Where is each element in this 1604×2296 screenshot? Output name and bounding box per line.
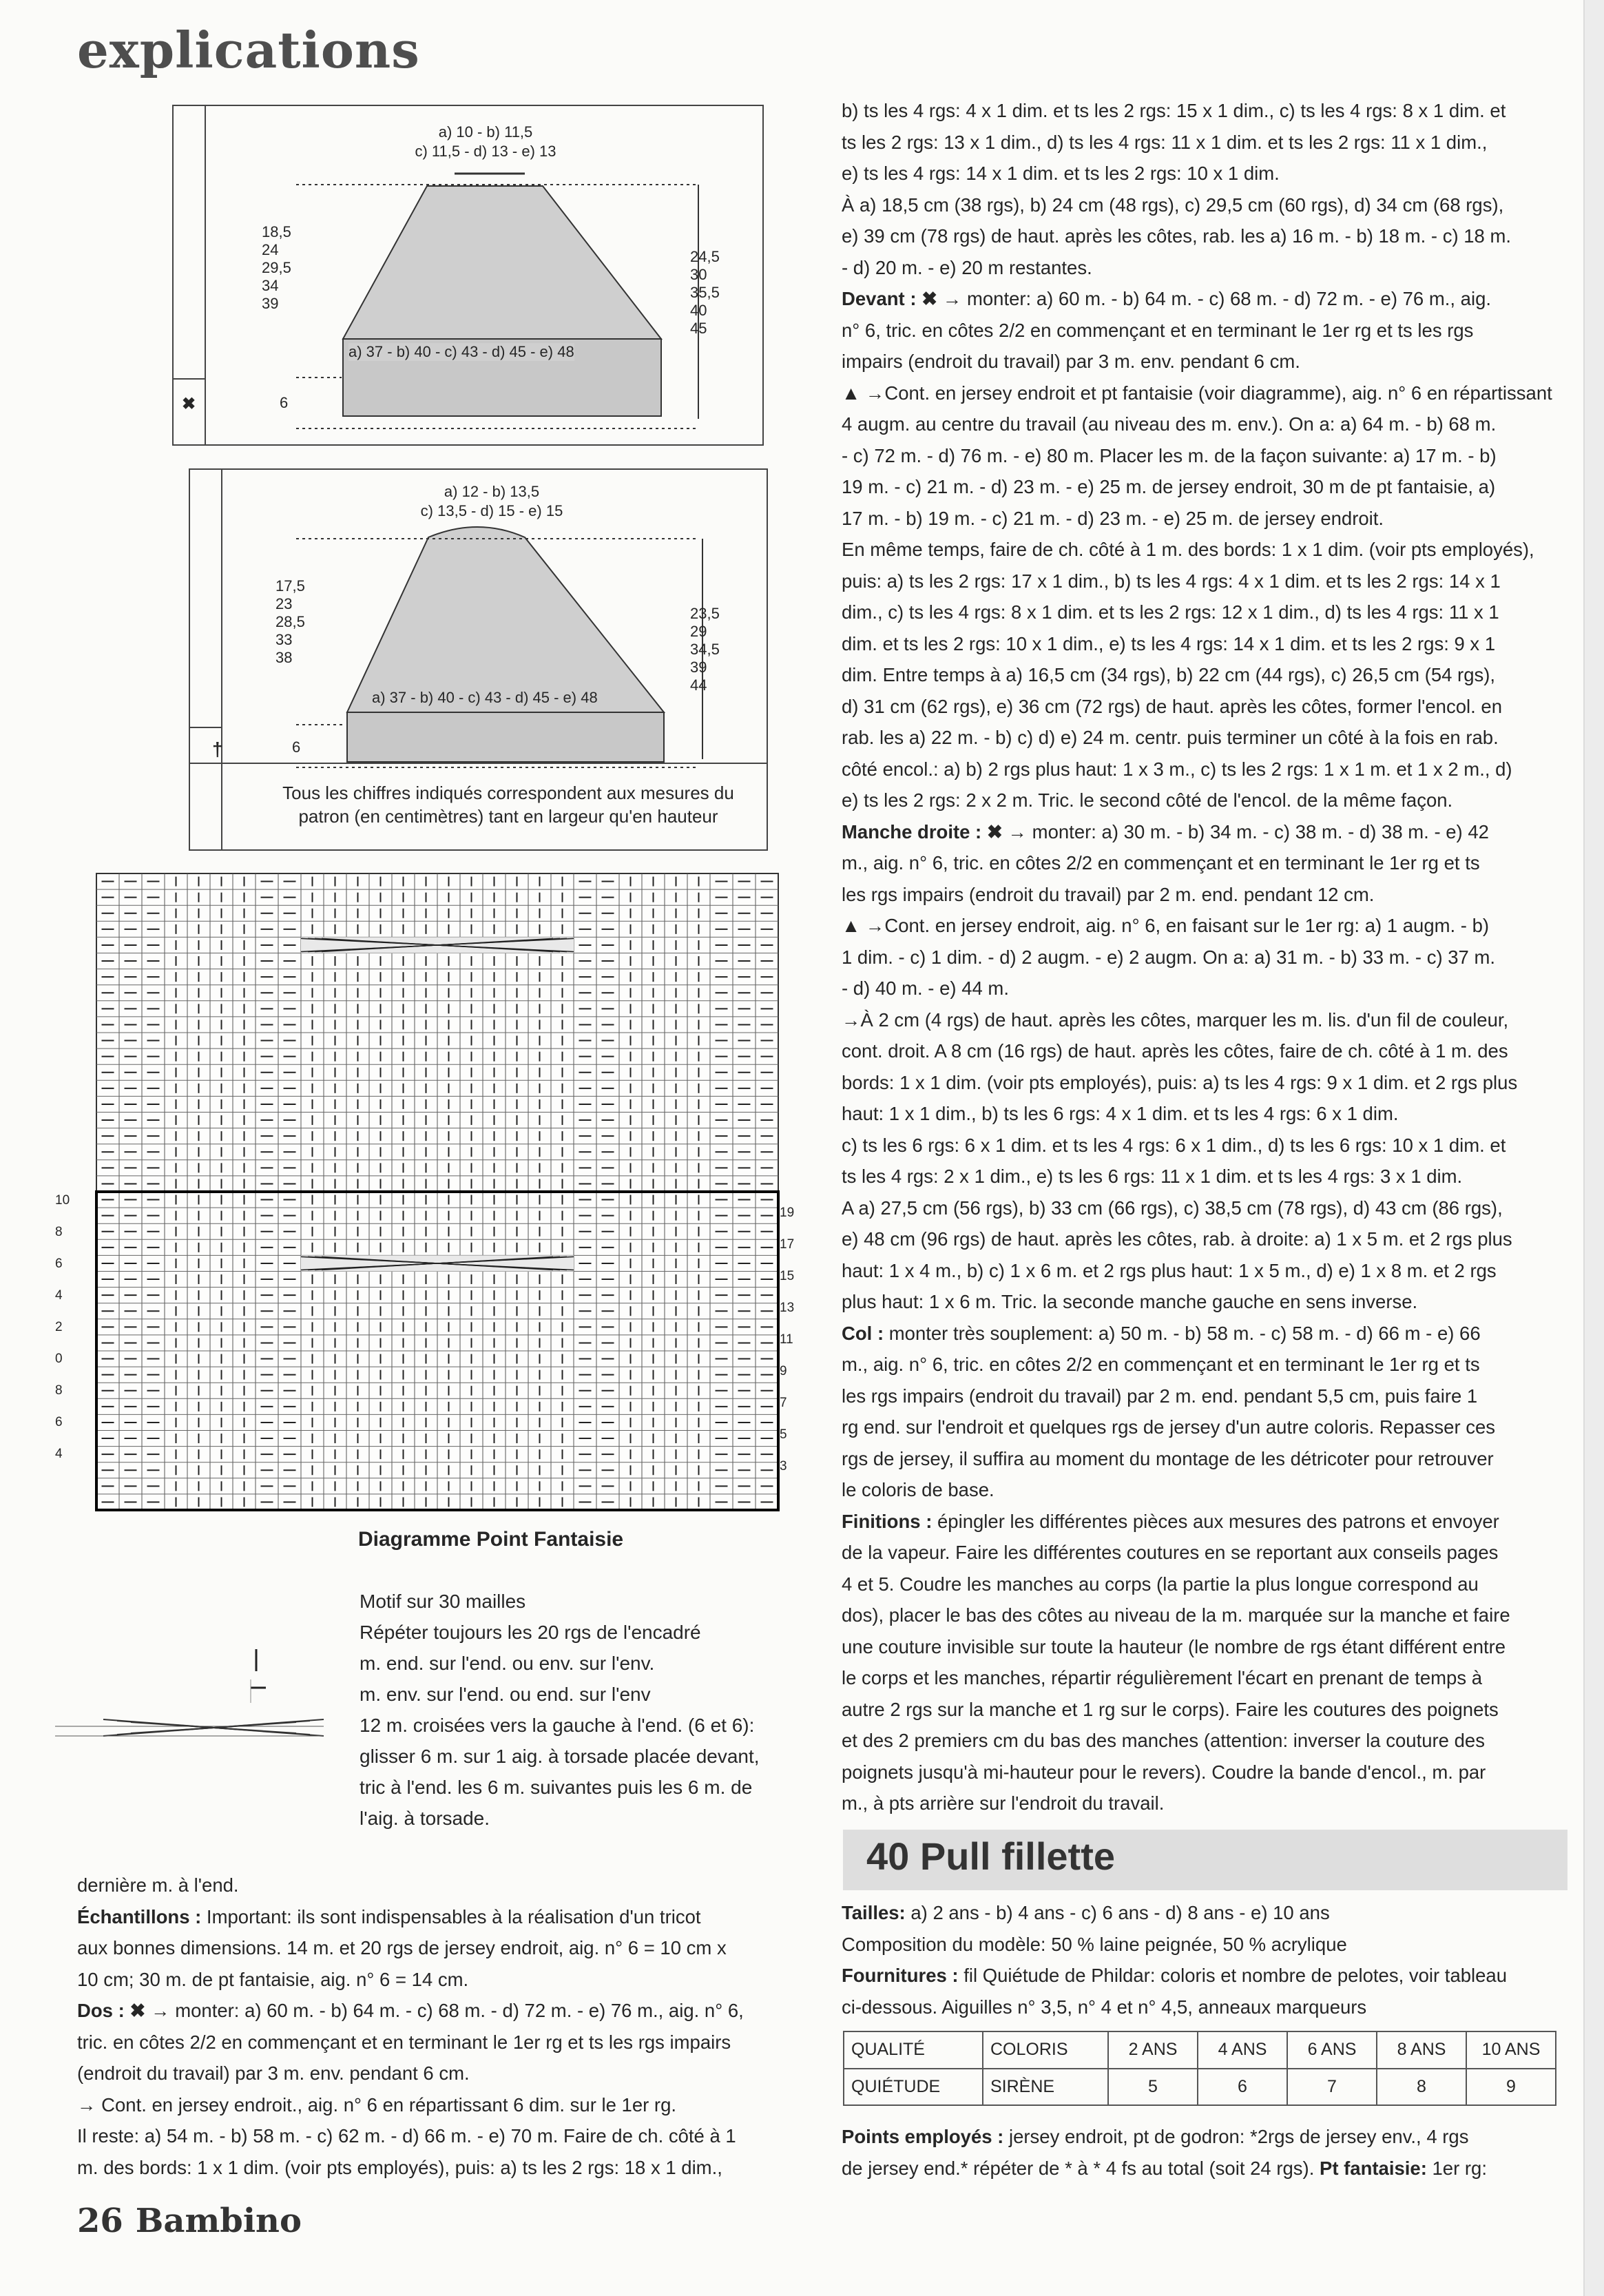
row-number: 17 (780, 1237, 795, 1252)
text-line (842, 1192, 1569, 1224)
table-cell: 6 ANS (1287, 2031, 1377, 2069)
row-number: 13 (780, 1301, 795, 1315)
table-cell: 10 ANS (1466, 2031, 1556, 2069)
line-text: e) 39 cm (78 rgs) de haut. après les côtes, rab. les a) 16 m. - b) 18 m. - c) 18 m. (842, 225, 1512, 247)
line-text: monter: a) 30 m. - b) 34 m. - c) 38 m. - d) 38 m. - e) 42 (1027, 820, 1489, 842)
text-line (842, 1067, 1569, 1099)
height-value: 45 (690, 320, 707, 337)
text-line (842, 1725, 1569, 1757)
line-text: côté encol.: a) b) 2 rgs plus haut: 1 x 3 m., c) ts les 2 rgs: 1 x 1 m. et 1 x 2 m., d) (842, 758, 1512, 780)
table-cell: 4 ANS (1198, 2031, 1287, 2069)
row-number: 0 (55, 1352, 63, 1366)
line-text: n° 6, tric. en côtes 2/2 en commençant et en terminant le 1er rg et ts les rgs (842, 319, 1474, 341)
table-cell: 8 (1377, 2069, 1466, 2106)
line-text: m. des bords: 1 x 1 dim. (voir pts employés), puis: a) ts les 2 rgs: 18 x 1 dim., (77, 2156, 722, 2178)
page-edge-strip (1583, 0, 1604, 2296)
chart-right-numbers (780, 1197, 794, 1482)
text-line (842, 127, 1569, 158)
line-text: épingler les différentes pièces aux mesures des patrons et envoyer (932, 1510, 1499, 1532)
line-text: poignets jusqu'à mi-hauteur pour le revers). Coudre la bande d'encol., m. par (842, 1761, 1486, 1783)
line-text: autre 2 rgs sur la manche et 1 rg sur le corps). Faire les coutures des poignets (842, 1698, 1499, 1720)
line-text: puis: a) ts les 2 rgs: 17 x 1 dim., b) ts les 4 rgs: 4 x 1 dim. et ts les 2 rgs: 14 x 1 (842, 570, 1501, 592)
table-cell: 2 ANS (1108, 2031, 1198, 2069)
text-line (842, 691, 1569, 723)
height-value: 18,5 (262, 223, 291, 240)
right-column-text (842, 95, 1569, 1819)
schema-front-top-label-line2: c) 13,5 - d) 15 - e) 15 (420, 502, 563, 519)
line-text: e) 48 cm (96 rgs) de haut. après les côtes, rab. à droite: a) 1 x 5 m. et 2 rgs plus (842, 1228, 1512, 1250)
text-line (77, 1901, 807, 1933)
page-footer (77, 2202, 302, 2240)
line-text: e) ts les 4 rgs: 14 x 1 dim. et ts les 2 rgs: 10 x 1 dim. (842, 163, 1280, 184)
chart-left-numbers (55, 1185, 70, 1470)
line-text: 4 augm. au centre du travail (au niveau des m. env.). On a: a) 64 m. - b) 68 m. (842, 413, 1497, 435)
points-fantaisie-label: Pt fantaisie: (1320, 2157, 1427, 2179)
height-value: 28,5 (275, 613, 305, 630)
height-value: 24 (262, 241, 279, 258)
line-text: e) ts les 2 rgs: 2 x 2 m. Tric. le second côté de l'encol. de la même façon. (842, 789, 1453, 811)
line-text: monter très souplement: a) 50 m. - b) 58 m. - c) 58 m. - d) 66 m - e) 66 (884, 1322, 1481, 1344)
line-text: b) ts les 4 rgs: 4 x 1 dim. et ts les 2 rgs: 15 x 1 dim., c) ts les 4 rgs: 8 x 1 dim. et (842, 100, 1506, 121)
line-text: ts les 2 rgs: 13 x 1 dim., d) ts les 4 rgs: 11 x 1 dim. et ts les 2 rgs: 11 x 1 dim., (842, 131, 1488, 153)
schema-back (172, 105, 764, 446)
text-line (842, 1161, 1569, 1192)
height-value: 39 (262, 295, 279, 312)
line-text: rab. les a) 22 m. - b) c) d) e) 24 m. centr. puis terminer un côté à la fois en rab. (842, 727, 1499, 748)
text-line (842, 566, 1569, 597)
cross-mark-icon: ✖ (182, 395, 196, 413)
line-text: → Cont. en jersey endroit., aig. n° 6 en répartissant 6 dim. sur le 1er rg. (77, 2093, 677, 2116)
text-line (77, 2089, 807, 2121)
height-value: 35,5 (690, 284, 720, 301)
bold-lead: Col : (842, 1322, 884, 1344)
line-text: Important: ils sont indispensables à la réalisation d'un tricot (201, 1905, 701, 1927)
line-text: une couture invisible sur toute la hauteur (le nombre de rgs étant différent entre (842, 1635, 1506, 1657)
line-text: 4 et 5. Coudre les manches au corps (la partie la plus longue correspond au (842, 1573, 1479, 1595)
table-cell: 8 ANS (1377, 2031, 1466, 2069)
line-text: - d) 20 m. - e) 20 m restantes. (842, 256, 1092, 278)
height-value: 23,5 (690, 605, 720, 622)
schema-front (189, 468, 769, 851)
line-text: haut: 1 x 4 m., b) c) 1 x 6 m. et 2 rgs plus haut: 1 x 5 m., d) e) 1 x 8 m. et 2 rgs (842, 1259, 1497, 1281)
text-line (842, 378, 1569, 409)
text-line (842, 189, 1569, 221)
magazine-name: Bambino (135, 2202, 302, 2240)
text-line (842, 1411, 1569, 1443)
text-line (77, 1964, 807, 1996)
text-line (77, 2120, 807, 2152)
schema-front-left-heights (275, 577, 305, 667)
sizes-line (842, 1897, 1569, 1929)
row-number: 4 (55, 1288, 63, 1303)
line-text: 19 m. - c) 21 m. - d) 23 m. - e) 25 m. de jersey endroit, 30 m de pt fantaisie, a) (842, 476, 1496, 497)
schema-front-base-label: a) 37 - b) 40 - c) 43 - d) 45 - e) 48 (372, 689, 598, 706)
height-value: 40 (690, 302, 707, 319)
knitting-chart-grid (55, 869, 799, 1517)
points-line (842, 2121, 1569, 2153)
row-number: 3 (780, 1459, 787, 1473)
line-text: dim. Entre temps à a) 16,5 cm (34 rgs), b) 22 cm (44 rgs), c) 26,5 cm (54 rgs), (842, 664, 1496, 685)
line-text: le coloris de base. (842, 1479, 994, 1500)
text-line (842, 158, 1569, 189)
table-cell: QUALITÉ (844, 2031, 983, 2069)
height-value: 38 (275, 649, 293, 666)
line-text: - d) 40 m. - e) 44 m. (842, 978, 1009, 999)
row-number: 9 (780, 1364, 787, 1378)
text-line (842, 1474, 1569, 1506)
text-line (77, 2152, 807, 2184)
text-line (842, 1662, 1569, 1694)
text-line (842, 816, 1569, 848)
row-number: 5 (780, 1427, 787, 1442)
text-line (77, 1932, 807, 1964)
height-value: 44 (690, 676, 707, 694)
text-line (842, 503, 1569, 535)
row-number: 2 (55, 1320, 63, 1334)
points-label: Points employés : (842, 2126, 1004, 2147)
text-line (842, 973, 1569, 1004)
section-title: 40 Pull fillette (866, 1834, 1115, 1878)
supplies-line (842, 1960, 1569, 1992)
table-cell: 7 (1287, 2069, 1377, 2106)
sizes-value: a) 2 ans - b) 4 ans - c) 6 ans - d) 8 ans - e) 10 ans (905, 1902, 1330, 1923)
schema-front-top-label-line1: a) 12 - b) 13,5 (444, 483, 540, 500)
bold-lead: Échantillons : (77, 1905, 202, 1927)
line-text: (endroit du travail) par 3 m. env. pendant 6 cm. (77, 2062, 470, 2084)
height-value: 17,5 (275, 577, 305, 594)
line-text: - c) 72 m. - d) 76 m. - e) 80 m. Placer les m. de la façon suivante: a) 17 m. - b) (842, 444, 1497, 466)
legend-line: tric à l'end. les 6 m. suivantes puis les 6 m. de (360, 1777, 753, 1798)
legend-line: 12 m. croisées vers la gauche à l'end. (6 et 6): (360, 1715, 755, 1736)
text-line (842, 95, 1569, 127)
text-line (842, 1286, 1569, 1318)
line-text: 1 dim. - c) 1 dim. - d) 2 augm. - e) 2 augm. On a: a) 31 m. - b) 33 m. - c) 37 m. (842, 946, 1496, 968)
table-cell: QUIÉTUDE (844, 2069, 983, 2106)
legend-text (360, 1586, 807, 1834)
table-cell: 5 (1108, 2069, 1198, 2106)
schema-front-right-heights (690, 605, 720, 694)
line-text: m., aig. n° 6, tric. en côtes 2/2 en commençant et en terminant le 1er rg et ts (842, 852, 1480, 873)
supplies-label: Fournitures : (842, 1965, 959, 1986)
text-line (842, 1600, 1569, 1631)
row-number: 6 (55, 1256, 63, 1271)
height-value: 24,5 (690, 248, 720, 265)
yarn-table (843, 2031, 1556, 2106)
line-text: d) 31 cm (62 rgs), e) 36 cm (72 rgs) de haut. après les côtes, former l'encol. en (842, 695, 1502, 717)
text-line (842, 1255, 1569, 1287)
height-value: 39 (690, 659, 707, 676)
line-text: plus haut: 1 x 6 m. Tric. la seconde manche gauche en sens inverse. (842, 1291, 1418, 1312)
line-text: Cont. en jersey endroit et pt fantaisie (voir diagramme), aig. n° 6 en répartissant (884, 382, 1552, 404)
text-line (842, 597, 1569, 628)
legend-line: Motif sur 30 mailles (360, 1591, 526, 1612)
row-number: 11 (780, 1332, 793, 1347)
sizes-label: Tailles: (842, 1902, 906, 1923)
line-text: m., à pts arrière sur l'endroit du travail. (842, 1792, 1165, 1814)
line-text: impairs (endroit du travail) par 3 m. env. pendant 6 cm. (842, 351, 1300, 372)
line-text: rg end. sur l'endroit et quelques rgs de jersey d'un autre coloris. Repasser ces (842, 1416, 1496, 1438)
text-line (77, 1870, 807, 1901)
line-text: dernière m. à l'end. (77, 1874, 239, 1896)
text-line (842, 1757, 1569, 1788)
schema-back-top-label-line2: c) 11,5 - d) 13 - e) 13 (415, 143, 556, 160)
text-line (842, 1506, 1569, 1538)
height-value: 30 (690, 266, 707, 283)
text-line (842, 1130, 1569, 1161)
line-text: À a) 18,5 cm (38 rgs), b) 24 cm (48 rgs), c) 29,5 cm (60 rgs), d) 34 cm (68 rgs), (842, 194, 1504, 216)
table-cell: COLORIS (983, 2031, 1108, 2069)
text-line (842, 910, 1569, 942)
text-line (842, 847, 1569, 879)
line-text: →À 2 cm (4 rgs) de haut. après les côtes, marquer les m. lis. d'un fil de couleur, (842, 1009, 1509, 1031)
points-fantaisie-value: 1er rg: (1426, 2157, 1487, 2179)
text-line (842, 1349, 1569, 1380)
text-line (842, 1631, 1569, 1663)
text-line (77, 2027, 807, 2058)
text-line (842, 879, 1569, 911)
legend-line: m. env. sur l'end. ou end. sur l'env (360, 1684, 651, 1705)
row-number: 19 (780, 1206, 795, 1220)
yarn-table-header (844, 2031, 1556, 2069)
table-cell: SIRÈNE (983, 2069, 1108, 2106)
composition-line: Composition du modèle: 50 % laine peignée, 50 % acrylique (842, 1933, 1347, 1955)
text-line (842, 346, 1569, 378)
line-text: A a) 27,5 cm (56 rgs), b) 33 cm (66 rgs), c) 38,5 cm (78 rgs), d) 43 cm (86 rgs), (842, 1197, 1503, 1219)
line-text: les rgs impairs (endroit du travail) par 2 m. end. pendant 5,5 cm, puis faire 1 (842, 1385, 1478, 1407)
bold-lead: Finitions : (842, 1510, 933, 1532)
line-text: dos), placer le bas des côtes au niveau de la m. marquée sur la manche et faire (842, 1604, 1510, 1626)
bold-lead: ▲ → (842, 382, 885, 404)
text-line (842, 628, 1569, 660)
line-text: Cont. en jersey endroit, aig. n° 6, en faisant sur le 1er rg: a) 1 augm. - b) (884, 915, 1490, 936)
line-text: m., aig. n° 6, tric. en côtes 2/2 en commençant et en terminant le 1er rg et ts (842, 1354, 1480, 1375)
text-line (842, 471, 1569, 503)
schema-back-top-label (386, 123, 585, 161)
yarn-table-wrap (843, 2031, 1569, 2106)
text-line (77, 1995, 807, 2027)
line-text: 10 cm; 30 m. de pt fantaisie, aig. n° 6 = 14 cm. (77, 1968, 469, 1990)
line-text: c) ts les 6 rgs: 6 x 1 dim. et ts les 4 rgs: 6 x 1 dim., d) ts les 6 rgs: 10 x 1 dim. et (842, 1134, 1506, 1156)
row-number: 8 (55, 1383, 63, 1398)
text-line (842, 942, 1569, 973)
points-value: de jersey end.* répéter de * à * 4 fs au total (soit 24 rgs). (842, 2157, 1320, 2179)
row-number: 6 (55, 1415, 63, 1429)
line-text: monter: a) 60 m. - b) 64 m. - c) 68 m. - d) 72 m. - e) 76 m., aig. n° 6, (169, 2000, 744, 2021)
line-text: cont. droit. A 8 cm (16 rgs) de haut. après les côtes, faire de ch. côté à 1 m. des (842, 1040, 1508, 1062)
text-line (842, 659, 1569, 691)
legend-line: Répéter toujours les 20 rgs de l'encadré (360, 1622, 701, 1643)
line-text: les rgs impairs (endroit du travail) par 2 m. end. pendant 12 cm. (842, 883, 1375, 905)
row-number: 4 (55, 1447, 63, 1461)
caption-line: patron (en centimètres) tant en largeur qu'en hauteur (298, 806, 718, 827)
row-number: 15 (780, 1269, 795, 1283)
text-line (842, 408, 1569, 440)
text-line (842, 785, 1569, 816)
row-number: 10 (55, 1193, 70, 1208)
text-line (842, 220, 1569, 252)
height-value: 29 (690, 623, 707, 640)
knitting-chart (55, 869, 799, 1517)
line-text: rgs de jersey, il suffira au moment du montage de les détricoter pour retrouver (842, 1447, 1494, 1469)
bold-lead: Manche droite : ✖ → (842, 820, 1028, 842)
text-line (842, 1537, 1569, 1569)
height-value: 29,5 (262, 259, 291, 276)
text-line (842, 1035, 1569, 1067)
height-value: 34,5 (690, 641, 720, 658)
diagram-title: Diagramme Point Fantaisie (358, 1528, 624, 1551)
text-line (77, 2058, 807, 2089)
text-line (842, 722, 1569, 754)
table-cell: 6 (1198, 2069, 1287, 2106)
text-line (842, 1318, 1569, 1349)
yarn-table-row (844, 2069, 1556, 2106)
height-value: 23 (275, 595, 293, 612)
text-line (842, 1098, 1569, 1130)
text-line (842, 1004, 1569, 1036)
line-text: et des 2 premiers cm du bas des manches (attention: inverser la couture des (842, 1730, 1485, 1751)
section-body (842, 1897, 1569, 2184)
dagger-mark-icon: † (212, 738, 223, 760)
legend-line: l'aig. à torsade. (360, 1808, 490, 1829)
line-text: ts les 4 rgs: 2 x 1 dim., e) ts les 6 rgs: 11 x 1 dim. et ts les 4 rgs: 3 x 1 dim. (842, 1166, 1463, 1187)
line-text: monter: a) 60 m. - b) 64 m. - c) 68 m. - d) 72 m. - e) 76 m., aig. (961, 288, 1492, 309)
text-line (842, 283, 1569, 315)
text-line (842, 252, 1569, 284)
line-text: Il reste: a) 54 m. - b) 58 m. - c) 62 m. - d) 66 m. - e) 70 m. Faire de ch. côté à 1 (77, 2125, 736, 2147)
bold-lead: Dos : ✖ → (77, 2000, 170, 2021)
row-number: 7 (780, 1396, 787, 1410)
line-text: de la vapeur. Faire les différentes coutures en se reportant aux conseils pages (842, 1542, 1499, 1563)
text-line (842, 1694, 1569, 1726)
row-number: 8 (55, 1225, 63, 1239)
supplies-value: fil Quiétude de Phildar: coloris et nombre de pelotes, voir tableau (958, 1965, 1508, 1986)
text-line (842, 1223, 1569, 1255)
text-line (842, 1569, 1569, 1600)
supplies-line-2: ci-dessous. Aiguilles n° 3,5, n° 4 et n° 4,5, anneaux marqueurs (842, 1996, 1367, 2018)
schema-caption (253, 781, 763, 828)
bold-lead: Devant : ✖ → (842, 288, 962, 309)
line-text: 17 m. - b) 19 m. - c) 21 m. - d) 23 m. - e) 25 m. de jersey endroit. (842, 507, 1384, 529)
text-line (842, 1788, 1569, 1819)
line-text: aux bonnes dimensions. 14 m. et 20 rgs de jersey endroit, aig. n° 6 = 10 cm x (77, 1937, 727, 1958)
text-line (842, 1380, 1569, 1412)
left-column-text (77, 1870, 807, 2183)
schema-back-left-heights (262, 223, 291, 313)
points-value: jersey endroit, pt de godron: *2rgs de jersey env., 4 rgs (1003, 2126, 1469, 2147)
caption-line: Tous les chiffres indiqués correspondent aux mesures du (282, 783, 734, 803)
text-line (842, 534, 1569, 566)
line-text: bords: 1 x 1 dim. (voir pts employés), puis: a) ts les 4 rgs: 9 x 1 dim. et 2 rgs plus (842, 1071, 1518, 1093)
line-text: haut: 1 x 1 dim., b) ts les 6 rgs: 4 x 1 dim. et ts les 4 rgs: 6 x 1 dim. (842, 1103, 1399, 1124)
points-line-2 (842, 2153, 1569, 2184)
line-text: dim., c) ts les 4 rgs: 8 x 1 dim. et ts les 2 rgs: 12 x 1 dim., d) ts les 4 rgs: 11 x 1 (842, 601, 1499, 623)
legend-symbols (55, 1646, 358, 1757)
text-line (842, 315, 1569, 347)
height-value: 33 (275, 631, 293, 648)
schema-back-top-label-line1: a) 10 - b) 11,5 (438, 123, 533, 141)
line-text: tric. en côtes 2/2 en commençant et en terminant le 1er rg et ts les rgs impairs (77, 2031, 731, 2053)
page-number: 26 (77, 2202, 123, 2240)
schema-back-rib-label: 6 (280, 394, 289, 411)
line-text: dim. et ts les 2 rgs: 10 x 1 dim., e) ts les 4 rgs: 14 x 1 dim. et ts les 2 rgs: 9 x 1 (842, 632, 1496, 654)
line-text: le corps et les manches, répartir régulièrement l'écart en prenant de temps à (842, 1667, 1483, 1688)
text-line (842, 1443, 1569, 1475)
line-text: En même temps, faire de ch. côté à 1 m. des bords: 1 x 1 dim. (voir pts employés), (842, 539, 1534, 560)
height-value: 34 (262, 277, 279, 294)
text-line (842, 754, 1569, 785)
schema-back-base-label: a) 37 - b) 40 - c) 43 - d) 45 - e) 48 (348, 343, 574, 360)
bold-lead: ▲ → (842, 915, 885, 936)
text-line (842, 440, 1569, 472)
legend-line: m. end. sur l'end. ou env. sur l'env. (360, 1653, 655, 1674)
legend-line: glisser 6 m. sur 1 aig. à torsade placée devant, (360, 1746, 760, 1767)
page-header-title: explications (77, 21, 420, 79)
schema-front-rib-label: 6 (292, 738, 301, 756)
schema-front-top-label (388, 482, 595, 521)
schema-back-right-heights (690, 248, 720, 338)
legend-symbols-drawing (55, 1646, 358, 1757)
table-cell: 9 (1466, 2069, 1556, 2106)
